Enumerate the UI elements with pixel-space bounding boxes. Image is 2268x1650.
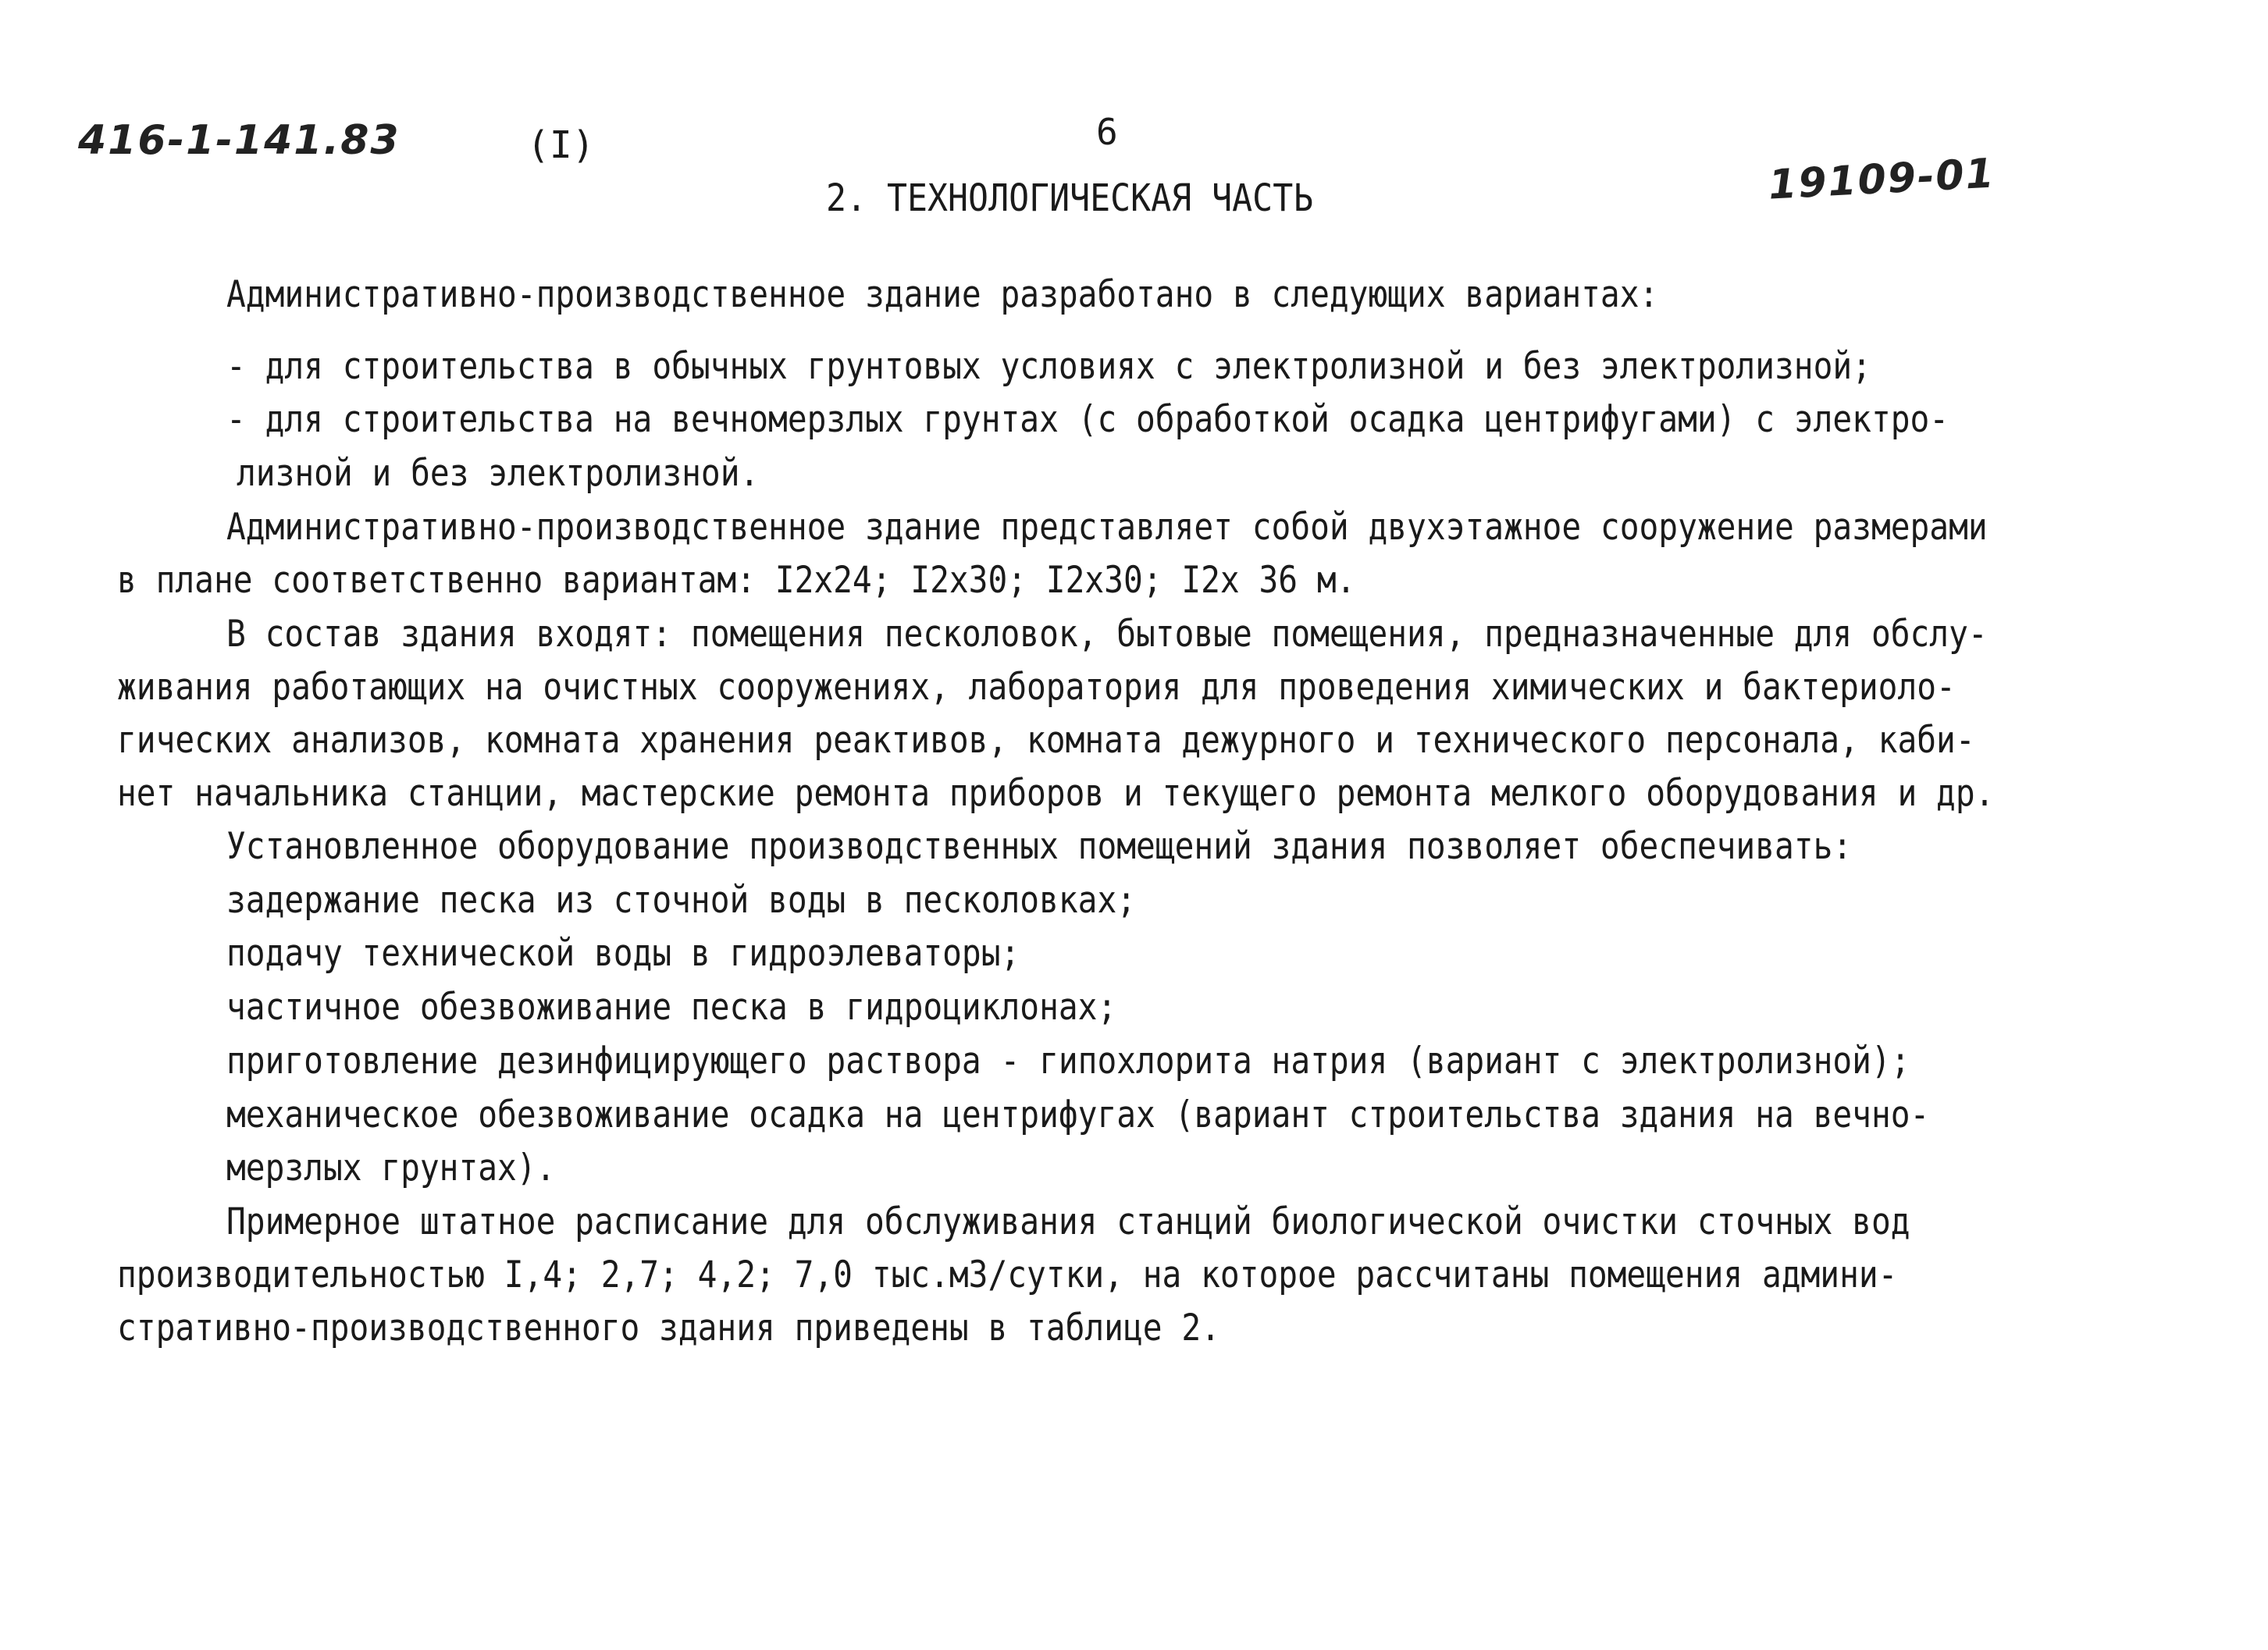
volume-number: (I) [527, 123, 595, 167]
document-code-right: 19109-01 [1767, 150, 1997, 209]
text-line: - для строительства в обычных грунтовых условиях с электролизной и без электролизной; [226, 345, 1871, 388]
text-line: Административно-производственное здание представляет собой двухэтажное сооружение размерами [226, 506, 1988, 549]
text-line: нет начальника станции, мастерские ремонта приборов и текущего ремонта мелкого оборудования и др. [117, 772, 1995, 815]
document-code-left: 416-1-141.83 [78, 117, 401, 164]
text-line: гических анализов, комната хранения реактивов, комната дежурного и технического персонала, каби- [117, 719, 1975, 762]
text-line: задержание песка из сточной воды в песколовках; [226, 879, 1137, 922]
text-line: мерзлых грунтах). [226, 1147, 556, 1189]
text-line: лизной и без электролизной. [237, 452, 760, 495]
page-number: 6 [1096, 111, 1118, 153]
text-line: - для строительства на вечномерзлых грунтах (с обработкой осадка центрифугами) с электро- [226, 398, 1949, 441]
text-line: В состав здания входят: помещения песколовок, бытовые помещения, предназначенные для обслу- [226, 613, 1988, 656]
text-line: приготовление дезинфицирующего раствора - гипохлорита натрия (вариант с электролизной); [226, 1040, 1910, 1083]
text-line: производительностью I,4; 2,7; 4,2; 7,0 тыс.м3/сутки, на которое рассчитаны помещения админи- [117, 1254, 1898, 1296]
text-line: Установленное оборудование производственных помещений здания позволяет обеспечивать: [226, 825, 1853, 868]
text-line: подачу технической воды в гидроэлеваторы; [226, 932, 1020, 975]
text-line: Административно-производственное здание разработано в следующих вариантах: [226, 273, 1659, 316]
text-line: частичное обезвоживание песка в гидроциклонах; [226, 986, 1117, 1029]
text-line: Примерное штатное расписание для обслуживания станций биологической очистки сточных вод [226, 1200, 1910, 1243]
section-title: 2. ТЕХНОЛОГИЧЕСКАЯ ЧАСТЬ [826, 176, 1314, 220]
text-line: живания работающих на очистных сооружениях, лаборатория для проведения химических и бактериоло- [117, 666, 1956, 709]
text-line: механическое обезвоживание осадка на центрифугах (вариант строительства здания на вечно- [226, 1093, 1930, 1136]
text-line: в плане соответственно вариантам: I2x24; I2x30; I2x30; I2x 36 м. [117, 559, 1356, 602]
text-line: стративно-производственного здания приведены в таблице 2. [117, 1307, 1220, 1350]
